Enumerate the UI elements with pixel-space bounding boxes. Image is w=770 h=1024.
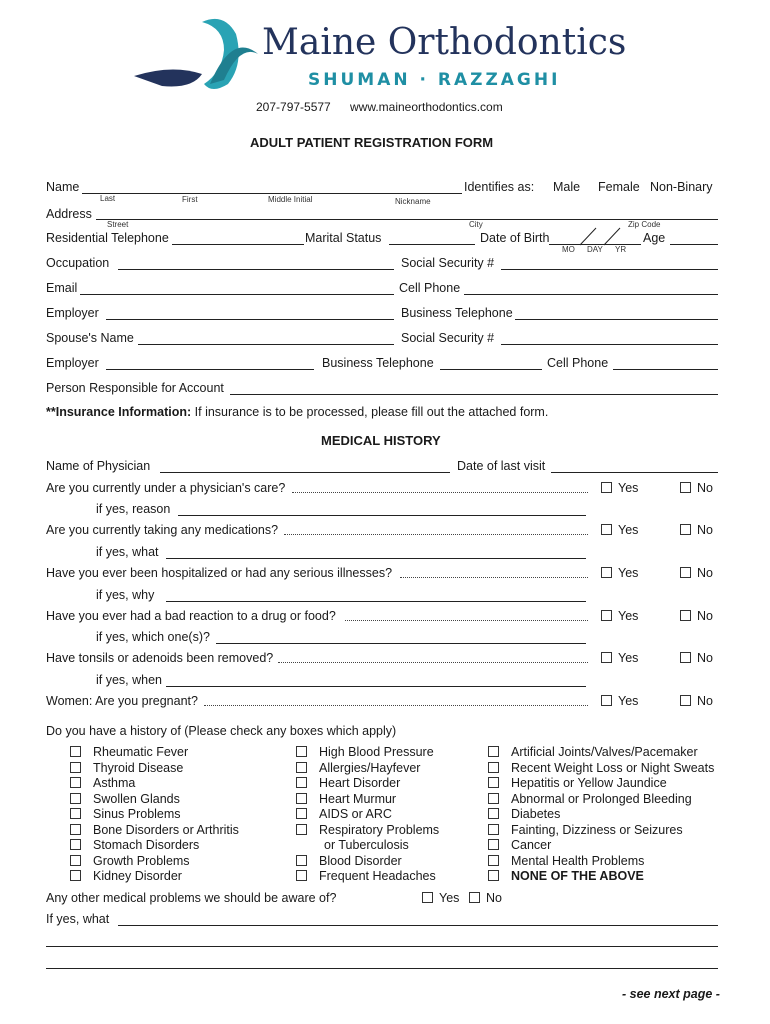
name-label: Name [46,180,80,194]
occupation-input[interactable] [118,269,394,270]
q5-no-label: No [697,651,713,665]
insurance-bold: **Insurance Information: [46,405,192,419]
if-yes-what-input[interactable] [118,925,718,926]
identifies-label: Identifies as: [464,180,535,194]
marital-label: Marital Status [305,231,382,245]
history-checkbox-item[interactable] [488,869,714,885]
insurance-note [46,405,548,419]
history-item-label: Mental Health Problems [511,853,645,868]
insurance-text: If insurance is to be processed, please fill out the attached form. [191,405,549,419]
contact-phone: 207-797-5577 [256,100,331,114]
q2-yes[interactable] [601,523,638,537]
q4-yes-label: Yes [618,609,639,623]
ssn2-label: Social Security # [401,331,495,345]
res-phone-input[interactable] [172,244,304,245]
history-checkbox-item[interactable] [70,745,239,761]
q1-leader [292,492,588,493]
history-checkbox-item[interactable] [70,761,239,777]
q3-yes-label: Yes [618,566,639,580]
checkbox-icon[interactable] [296,870,307,881]
history-item-label: Rheumatic Fever [93,745,189,759]
history-checkbox-item[interactable] [488,776,714,792]
spouse-input[interactable] [138,344,394,345]
q3-text: Have you ever been hospitalized or had any serious illnesses? [46,566,393,580]
checkbox-icon[interactable] [296,762,307,773]
q4-if-label: if yes, which one(s)? [96,630,210,644]
history-item-label: Asthma [93,776,136,790]
extra-line-1[interactable] [46,946,718,947]
history-checkbox-item[interactable] [296,823,439,839]
history-item-label: Kidney Disorder [93,869,182,883]
gender-female[interactable]: Female [598,180,640,194]
last-caption: Last [100,194,116,203]
history-col-1 [70,745,239,885]
q3-leader [400,577,588,578]
other-yes[interactable] [422,891,459,905]
q4-text: Have you ever had a bad reaction to a drug or food? [46,609,336,623]
checkbox-icon[interactable] [70,762,81,773]
q5-yes[interactable] [601,651,638,665]
checkbox-icon[interactable] [488,793,499,804]
q2-yes-label: Yes [618,523,639,537]
history-checkbox-item[interactable] [70,838,239,854]
marital-input[interactable] [389,244,475,245]
checkbox-icon[interactable] [70,793,81,804]
physician-label: Name of Physician [46,459,151,473]
q4-yes[interactable] [601,609,638,623]
history-prompt: Do you have a history of (Please check any boxes which apply) [46,724,397,738]
last-visit-input[interactable] [551,472,718,473]
employer2-input[interactable] [106,369,314,370]
q1-yes-label: Yes [618,481,639,495]
responsible-input[interactable] [230,394,718,395]
city-caption: City [469,220,483,229]
checkbox-icon[interactable] [70,839,81,850]
checkbox-icon[interactable] [488,808,499,819]
ssn2-input[interactable] [501,344,718,345]
checkbox-icon[interactable] [70,777,81,788]
history-item-label: Artificial Joints/Valves/Pacemaker [511,745,698,759]
q3-no[interactable] [680,566,713,580]
day-caption: DAY [587,245,603,254]
history-item-label: Swollen Glands [93,791,180,806]
history-checkbox-item[interactable] [70,776,239,792]
other-no-label: No [486,891,502,905]
history-checkbox-item[interactable] [70,854,239,870]
employer2-label: Employer [46,356,99,370]
business-phone-input[interactable] [515,319,718,320]
history-item-label: Bone Disorders or Arthritis [93,822,239,837]
dob-slashes [578,226,628,246]
cell2-input[interactable] [613,369,718,370]
q2-if-input[interactable] [166,558,586,559]
history-item-label: Growth Problems [93,853,190,868]
q3-if-input[interactable] [166,601,586,602]
history-checkbox-item[interactable] [488,823,714,839]
other-yes-label: Yes [439,891,460,905]
form-title: ADULT PATIENT REGISTRATION FORM [250,135,494,150]
history-item-label: Cancer [511,838,552,852]
responsible-label: Person Responsible for Account [46,381,224,395]
history-checkbox-item[interactable] [296,838,439,854]
checkbox-icon[interactable] [296,793,307,804]
q6-text: Women: Are you pregnant? [46,694,198,708]
history-checkbox-item[interactable] [70,869,239,885]
checkbox-icon[interactable] [296,777,307,788]
gender-male[interactable]: Male [553,180,581,194]
address-input[interactable] [96,219,718,220]
dob-label: Date of Birth [480,231,550,245]
q5-if-label: if yes, when [96,673,163,687]
q1-text: Are you currently under a physician's care? [46,481,286,495]
history-item-label: or Tuberculosis [324,838,409,852]
q5-no[interactable] [680,651,713,665]
history-checkbox-item[interactable] [488,792,714,808]
other-no[interactable] [469,891,502,905]
history-checkbox-item[interactable] [296,869,439,885]
age-input[interactable] [670,244,718,245]
q5-if-input[interactable] [166,686,586,687]
history-checkbox-item[interactable] [488,745,714,761]
q4-no-label: No [697,609,713,623]
q1-no[interactable] [680,481,713,495]
name-input[interactable] [82,193,462,194]
checkbox-icon[interactable] [488,777,499,788]
q2-leader [284,534,588,535]
cell-label: Cell Phone [399,281,461,295]
history-item-label: Allergies/Hayfever [319,760,421,775]
employer-label: Employer [46,306,99,320]
ssn-input[interactable] [501,269,718,270]
checkbox-icon[interactable] [296,746,307,757]
checkbox-icon[interactable] [488,746,499,757]
checkbox-icon[interactable] [488,762,499,773]
history-item-label: High Blood Pressure [319,745,434,759]
history-item-label: Fainting, Dizziness or Seizures [511,822,683,837]
middle-caption: Middle Initial [268,195,313,204]
history-checkbox-item[interactable] [296,792,439,808]
checkbox-icon[interactable] [488,870,499,881]
business-phone-label: Business Telephone [401,306,513,320]
mo-caption: MO [562,245,575,254]
checkbox-icon[interactable] [296,855,307,866]
age-label: Age [643,231,666,245]
history-item-label: Frequent Headaches [319,869,436,883]
history-col-2 [296,745,439,885]
logo-swoosh-icon [132,14,272,94]
q3-yes[interactable] [601,566,638,580]
checkbox-icon[interactable] [296,808,307,819]
cell-input[interactable] [464,294,718,295]
checkbox-icon[interactable] [488,839,499,850]
history-item-label: Heart Murmur [319,791,397,806]
q6-yes-label: Yes [618,694,639,708]
q4-if-input[interactable] [216,643,586,644]
history-checkbox-item[interactable] [296,776,439,792]
history-item-label: Heart Disorder [319,776,401,790]
q1-no-label: No [697,481,713,495]
history-item-label: Respiratory Problems [319,822,440,837]
res-phone-label: Residential Telephone [46,231,169,245]
history-checkbox-item[interactable] [296,854,439,870]
if-yes-what-label: If yes, what [46,912,110,926]
street-caption: Street [107,220,129,229]
history-item-label: Stomach Disorders [93,838,200,852]
first-caption: First [182,195,198,204]
spouse-label: Spouse's Name [46,331,134,345]
q1-yes[interactable] [601,481,638,495]
q4-no[interactable] [680,609,713,623]
history-checkbox-item[interactable] [296,745,439,761]
checkbox-icon[interactable] [488,824,499,835]
q2-text: Are you currently taking any medications? [46,523,279,537]
gender-nonbinary[interactable]: Non-Binary [650,180,713,194]
occupation-label: Occupation [46,256,110,270]
q1-if-label: if yes, reason [96,502,171,516]
contact-website: www.maineorthodontics.com [350,100,503,114]
history-item-label: Hepatitis or Yellow Jaundice [511,776,667,790]
checkbox-icon[interactable] [70,855,81,866]
cell2-label: Cell Phone [547,356,609,370]
other-problems-text: Any other medical problems we should be aware of? [46,891,337,905]
q6-yes[interactable] [601,694,638,708]
q2-if-label: if yes, what [96,545,159,559]
checkbox-icon[interactable] [70,824,81,835]
history-item-label: Abnormal or Prolonged Bleeding [511,791,692,806]
q6-no[interactable] [680,694,713,708]
nickname-caption: Nickname [395,197,431,206]
last-visit-label: Date of last visit [457,459,546,473]
yr-caption: YR [615,245,627,254]
footer-next-page: - see next page - [622,987,720,1001]
history-checkbox-item[interactable] [296,807,439,823]
medical-title: MEDICAL HISTORY [321,433,441,448]
checkbox-icon[interactable] [70,808,81,819]
checkbox-icon[interactable] [70,746,81,757]
history-item-label: Blood Disorder [319,853,402,868]
q3-no-label: No [697,566,713,580]
email-input[interactable] [80,294,394,295]
history-checkbox-item[interactable] [488,761,714,777]
q6-leader [204,705,588,706]
checkbox-icon[interactable] [488,855,499,866]
address-label: Address [46,207,92,221]
zip-caption: Zip Code [628,220,661,229]
q2-no[interactable] [680,523,713,537]
q1-if-input[interactable] [178,515,586,516]
history-checkbox-item[interactable] [70,823,239,839]
q5-yes-label: Yes [618,651,639,665]
q5-text: Have tonsils or adenoids been removed? [46,651,274,665]
employer-input[interactable] [106,319,394,320]
q4-leader [345,620,588,621]
history-checkbox-item[interactable] [488,838,714,854]
email-label: Email [46,281,78,295]
history-item-label: AIDS or ARC [319,807,392,821]
q2-no-label: No [697,523,713,537]
history-checkbox-item[interactable] [70,792,239,808]
physician-input[interactable] [160,472,450,473]
checkbox-icon[interactable] [296,824,307,835]
history-col-3 [488,745,714,885]
history-item-label: Diabetes [511,807,561,821]
history-checkbox-item[interactable] [70,807,239,823]
checkbox-icon[interactable] [70,870,81,881]
q5-leader [278,662,588,663]
history-checkbox-item[interactable] [488,854,714,870]
history-item-label: Sinus Problems [93,807,181,821]
history-item-label: Recent Weight Loss or Night Sweats [511,760,715,775]
q6-no-label: No [697,694,713,708]
brand-name: Maine Orthodontics [262,22,627,63]
ssn-label: Social Security # [401,256,495,270]
history-checkbox-item[interactable] [296,761,439,777]
extra-line-2[interactable] [46,968,718,969]
q3-if-label: if yes, why [96,588,155,602]
business-phone2-label: Business Telephone [322,356,434,370]
history-checkbox-item[interactable] [488,807,714,823]
business-phone2-input[interactable] [440,369,542,370]
history-item-label: Thyroid Disease [93,760,184,775]
history-item-label: NONE OF THE ABOVE [511,869,644,883]
brand-subname: SHUMAN · RAZZAGHI [308,70,561,90]
